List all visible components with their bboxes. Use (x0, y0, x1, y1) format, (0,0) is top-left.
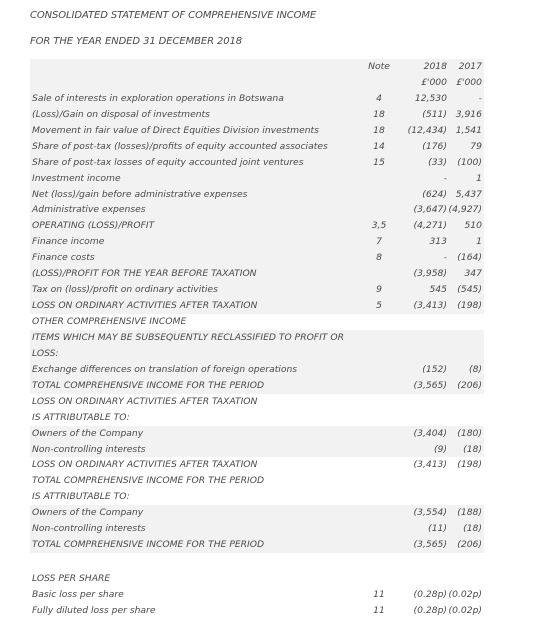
row-value-2018: (9) (433, 443, 447, 455)
statement-row (30, 155, 484, 171)
row-value-2018: (0.28p) (413, 604, 447, 616)
row-note: 18 (373, 124, 385, 136)
row-value-2018: (152) (422, 363, 447, 375)
row-label: LOSS PER SHARE (32, 573, 111, 585)
row-value-2017: (198) (457, 459, 482, 471)
row-label: Finance income (32, 236, 105, 248)
row-label: Investment income (32, 172, 121, 184)
row-label: Owners of the Company (32, 507, 144, 519)
section-spacer (30, 553, 484, 571)
row-label: Net (loss)/gain before administrative expenses (32, 188, 248, 200)
row-value-2018: (3,565) (413, 379, 447, 391)
statement-row (30, 330, 484, 346)
statement-row (30, 505, 484, 521)
statement-row (30, 107, 484, 123)
row-value-2018: (176) (422, 140, 447, 152)
row-note: 8 (376, 252, 382, 264)
row-value-2017: (4,927) (448, 204, 482, 216)
row-note: 11 (373, 589, 385, 600)
row-label: TOTAL COMPREHENSIVE INCOME FOR THE PERIOD (32, 539, 265, 551)
row-label: LOSS ON ORDINARY ACTIVITIES AFTER TAXATION (32, 300, 258, 312)
row-value-2018: 313 (429, 236, 447, 248)
row-value-2017: (164) (457, 252, 482, 264)
row-value-2017: 5,437 (455, 188, 482, 200)
row-label: Non-controlling interests (32, 443, 146, 455)
row-value-2018: (3,958) (413, 268, 447, 280)
row-value-2017: (545) (457, 284, 482, 296)
row-value-2018: - (443, 252, 447, 264)
statement-row (30, 266, 484, 282)
statement-row (30, 139, 484, 155)
statement-row (30, 442, 484, 458)
statement-row (30, 298, 484, 314)
row-note: 5 (376, 300, 382, 312)
row-note: 7 (376, 236, 382, 248)
row-note: 4 (376, 92, 382, 104)
row-value-2017: (198) (457, 300, 482, 312)
statement-row (30, 171, 484, 187)
row-note: 9 (376, 284, 382, 296)
row-label: Share of post-tax (losses)/profits of equity accounted associates (32, 140, 328, 152)
row-label: LOSS ON ORDINARY ACTIVITIES AFTER TAXATION (32, 395, 258, 407)
statement-row (30, 426, 484, 442)
row-label: Share of post-tax losses of equity accounted joint ventures (32, 156, 304, 168)
row-value-2018: (4,271) (413, 220, 447, 232)
row-label: Tax on (loss)/profit on ordinary activities (32, 284, 218, 296)
row-label: Movement in fair value of Direct Equities Division investments (32, 124, 319, 136)
year-2017-header: 2017 (458, 61, 482, 72)
header-row-units (30, 75, 484, 91)
statement-period: FOR THE YEAR ENDED 31 DECEMBER 2018 (30, 36, 243, 47)
row-value-2017: 347 (464, 268, 482, 280)
row-value-2017: 1,541 (455, 124, 482, 136)
year-2018-header: 2018 (423, 61, 447, 72)
row-label: Basic loss per share (32, 589, 124, 600)
row-note: 14 (373, 140, 385, 152)
statement-row (30, 362, 484, 378)
row-label: LOSS: (32, 347, 59, 359)
row-label: TOTAL COMPREHENSIVE INCOME FOR THE PERIOD (32, 379, 265, 391)
statement-row (30, 123, 484, 139)
row-value-2018: (3,404) (413, 427, 447, 439)
row-value-2018: (33) (428, 156, 447, 168)
row-value-2018: (3,413) (413, 300, 447, 312)
row-value-2017: (0.02p) (448, 604, 482, 616)
unit-2017-header: £'000 (456, 76, 482, 88)
statement-row (30, 521, 484, 537)
row-value-2017: (8) (468, 363, 482, 375)
statement-title: CONSOLIDATED STATEMENT OF COMPREHENSIVE INCOME (30, 10, 317, 21)
row-label: OTHER COMPREHENSIVE INCOME (32, 316, 187, 327)
statement-row (30, 410, 484, 426)
row-value-2017: 510 (464, 220, 482, 232)
row-value-2018: (12,434) (407, 124, 447, 136)
statement-row (30, 489, 484, 505)
row-value-2017: (18) (463, 523, 482, 535)
row-value-2018: (3,647) (413, 204, 447, 216)
statement-rows (30, 91, 484, 619)
statement-row (30, 218, 484, 234)
row-value-2017: (100) (457, 156, 482, 168)
row-label: Finance costs (32, 252, 95, 264)
statement-row (30, 571, 484, 587)
row-label: TOTAL COMPREHENSIVE INCOME FOR THE PERIOD (32, 475, 265, 487)
row-note: 15 (373, 156, 385, 168)
statement-row (30, 394, 484, 410)
row-value-2017: (206) (457, 539, 482, 551)
row-value-2018: - (443, 172, 447, 184)
unit-2018-header: £'000 (421, 76, 447, 88)
statement-row (30, 603, 484, 619)
row-value-2017: 79 (470, 140, 482, 152)
row-label: LOSS ON ORDINARY ACTIVITIES AFTER TAXATION (32, 459, 258, 471)
row-value-2017: - (478, 92, 482, 104)
row-label: Non-controlling interests (32, 523, 146, 535)
statement-row (30, 314, 484, 330)
note-column-header: Note (368, 61, 390, 72)
statement-row (30, 187, 484, 203)
statement-row (30, 250, 484, 266)
income-statement-table (30, 59, 484, 619)
row-note: 18 (373, 108, 385, 120)
statement-row (30, 234, 484, 250)
row-label: IS ATTRIBUTABLE TO: (32, 411, 130, 423)
row-label: (Loss)/Gain on disposal of investments (32, 108, 210, 120)
statement-row (30, 537, 484, 553)
statement-row (30, 202, 484, 218)
row-value-2018: 545 (429, 284, 447, 296)
row-label: (LOSS)/PROFIT FOR THE YEAR BEFORE TAXATION (32, 268, 257, 280)
row-value-2018: (0.28p) (413, 589, 447, 600)
row-value-2017: (0.02p) (448, 589, 482, 600)
row-value-2018: (3,565) (413, 539, 447, 551)
statement-row (30, 378, 484, 394)
row-label: ITEMS WHICH MAY BE SUBSEQUENTLY RECLASSIFIED TO PROFIT OR (32, 331, 344, 343)
row-label: Owners of the Company (32, 427, 144, 439)
row-note: 3,5 (371, 220, 387, 232)
row-label: Fully diluted loss per share (32, 604, 156, 616)
header-row-years (30, 59, 484, 75)
row-value-2018: 12,530 (414, 92, 447, 104)
row-note: 11 (373, 604, 385, 616)
row-value-2017: (206) (457, 379, 482, 391)
row-value-2017: 1 (476, 172, 482, 184)
row-label: Administrative expenses (32, 204, 146, 216)
statement-row (30, 346, 484, 362)
row-value-2017: 3,916 (455, 108, 482, 120)
row-value-2017: 1 (476, 236, 482, 248)
statement-row (30, 473, 484, 489)
statement-row (30, 587, 484, 603)
row-value-2017: (18) (463, 443, 482, 455)
row-value-2018: (624) (422, 188, 447, 200)
row-value-2017: (188) (457, 507, 482, 519)
statement-row (30, 91, 484, 107)
row-value-2018: (3,413) (413, 459, 447, 471)
row-value-2018: (511) (422, 108, 447, 120)
statement-row (30, 457, 484, 473)
statement-row (30, 282, 484, 298)
row-value-2017: (180) (457, 427, 482, 439)
row-label: Exchange differences on translation of foreign operations (32, 363, 298, 375)
row-value-2018: (3,554) (413, 507, 447, 519)
row-value-2018: (11) (428, 523, 447, 535)
row-label: Sale of interests in exploration operations in Botswana (32, 92, 284, 104)
row-label: IS ATTRIBUTABLE TO: (32, 491, 130, 503)
row-label: OPERATING (LOSS)/PROFIT (32, 220, 155, 232)
